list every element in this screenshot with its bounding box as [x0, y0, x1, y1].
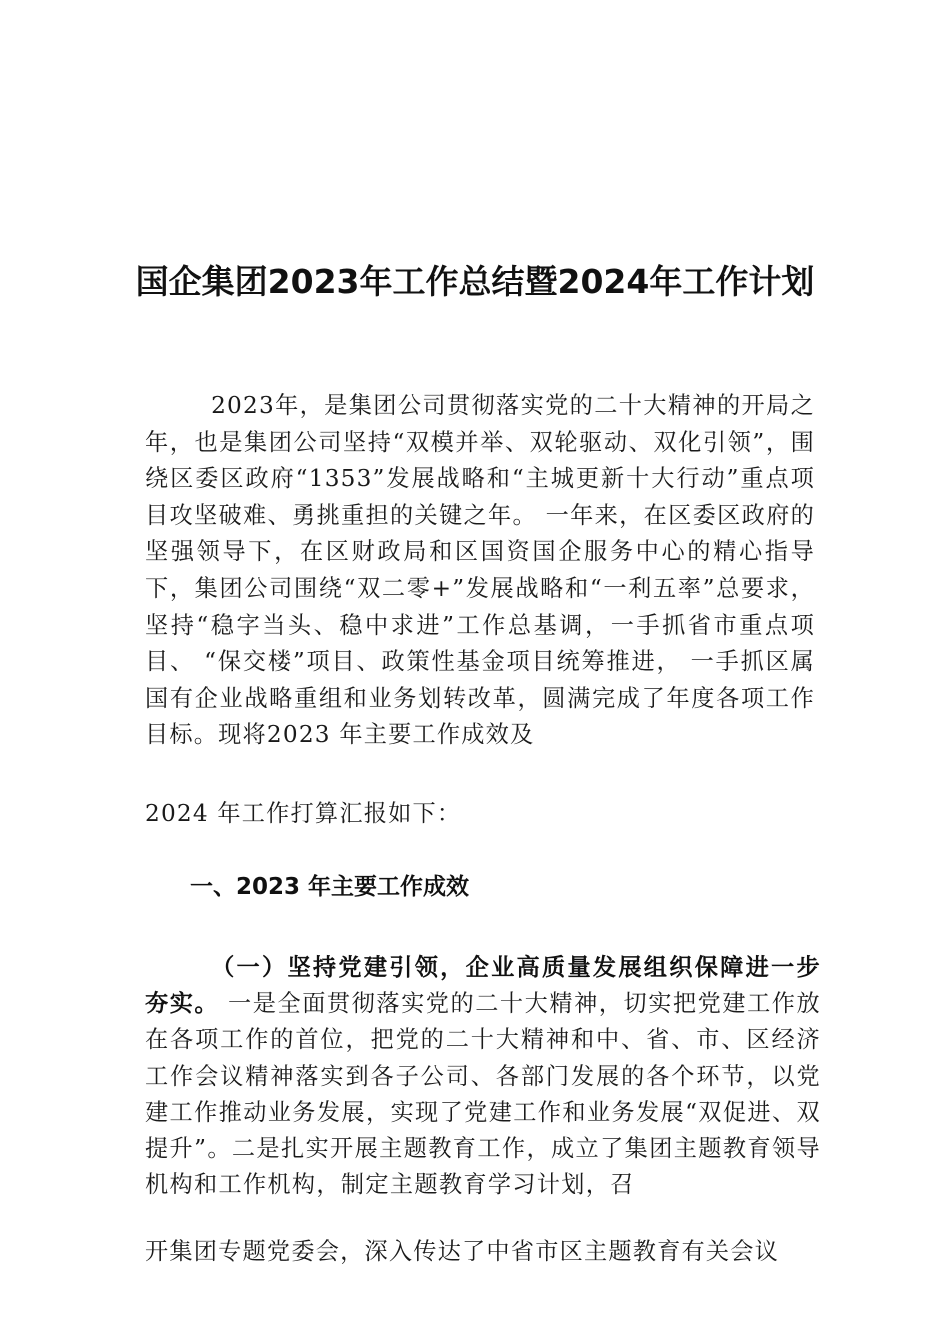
document-title: 国企集团2023年工作总结暨2024年工作计划 — [135, 262, 815, 301]
intro-paragraph: 2023年，是集团公司贯彻落实党的二十大精神的开局之年，也是集团公司坚持“双模并举、双轮驱动、双化引领”，围绕区委区政府“1353”发展战略和“主城更新十大行动”重点项目攻坚破难、勇挑重担的关键之年。 一年来，在区委区政府的坚强领导下，在区财政局和区国资国企服务中心的精心指导下，集团公司围绕“双二零+”发展战略和“一利五率”总要求，坚持“稳字当头、稳中求进”工作总基调，一手抓省市重点项目、 “保交楼”项目、政策性基金项目统筹推进， 一手抓区属国有企业战略重组和业务划转改革，圆满完成了年度各项工作目标。现将2023 年主要工作成效及 — [145, 392, 815, 749]
subsection-body-1: 一是全面贯彻落实党的二十大精神，切实把党建工作放在各项工作的首位，把党的二十大精神和中、省、市、区经济工作会议精神落实到各子公司、各部门发展的各个环节，以党建工作推动业务发展，实现了党建工作和业务发展“双促进、双提升”。二是扎实开展主题教育工作，成立了集团主题教育领导机构和工作机构，制定主题教育学习计划，召 — [145, 990, 821, 1199]
subsection-heading-1: （一）坚持党建引领，企业高质量发展组织保障进一步夯实。 — [145, 954, 821, 1018]
intro-last-line: 2024 年工作打算汇报如下： — [145, 800, 462, 827]
subsection-last-line: 开集团专题党委会，深入传达了中省市区主题教育有关会议 — [145, 1238, 780, 1265]
subsection-paragraph-1 — [145, 950, 821, 1203]
section-heading-1: 一、2023 年主要工作成效 — [190, 874, 470, 900]
